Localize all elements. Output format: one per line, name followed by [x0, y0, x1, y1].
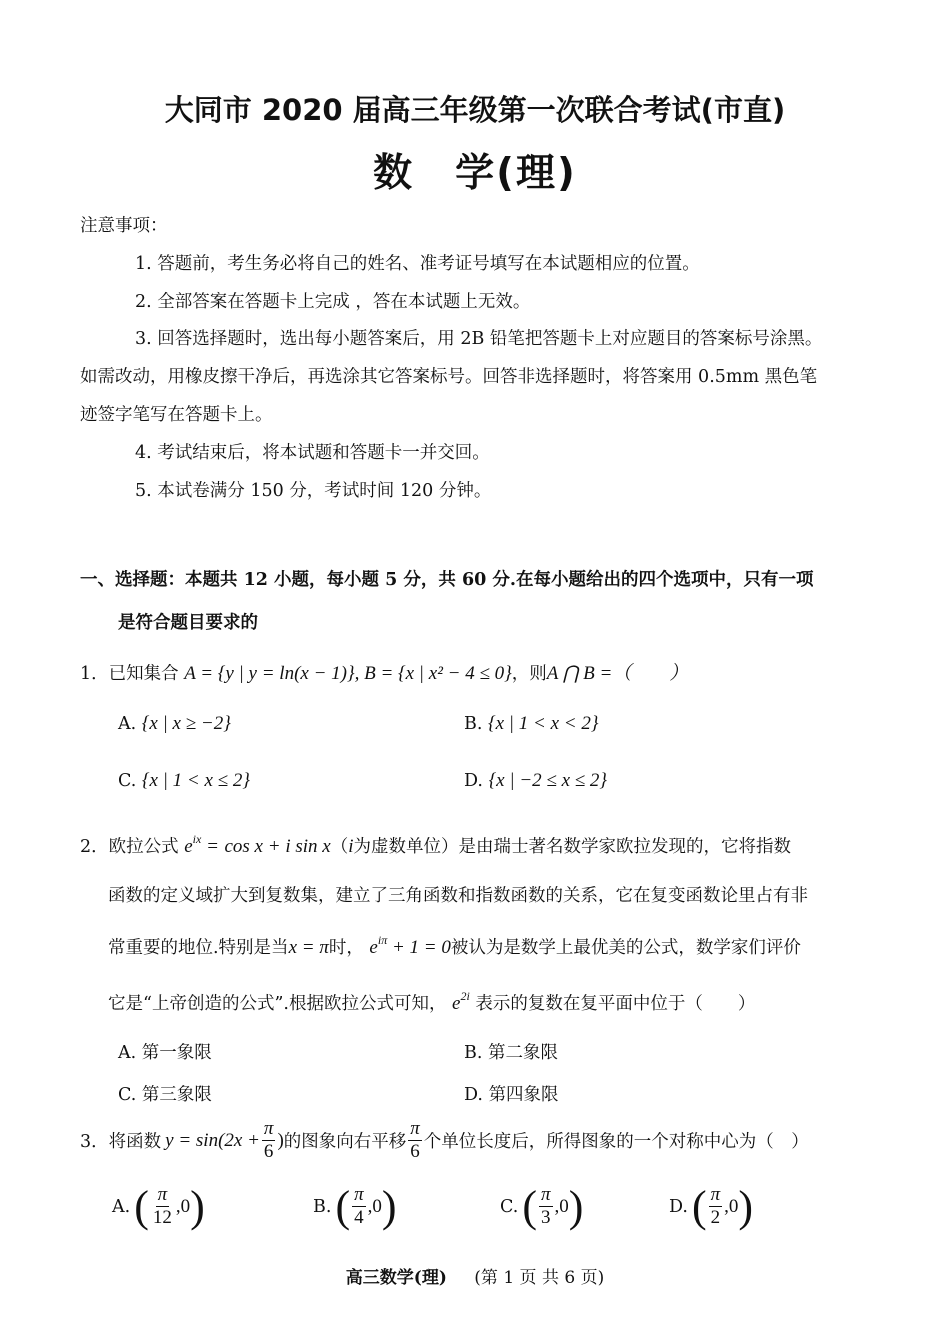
q2-option-d[interactable]: [464, 1081, 559, 1106]
exam-title: 大同市 2020 届高三年级第一次联合考试(市直): [164, 93, 786, 127]
option-label: C.: [118, 771, 137, 791]
q2-text: 表示的复数在复平面中位于（ ）: [475, 994, 756, 1014]
option-fraction: $\frac{\pi}{2}$: [710, 1184, 721, 1228]
option-formula: {x | 1 < x < 2}: [488, 713, 599, 734]
euler-formula: cos x + i sin x: [224, 836, 331, 857]
q2-option-a[interactable]: [118, 1039, 212, 1064]
question-number: 1．: [80, 664, 109, 684]
e-2i: $e^{2i}$: [452, 989, 470, 1014]
q2-text: 被认为是数学上最优美的公式，数学家们评价: [450, 938, 801, 958]
q2-text: （: [330, 837, 349, 857]
question-number: 3．: [80, 1132, 109, 1152]
question-3: 3． 将函数 y = sin(2x + $\frac{\pi}{6}$ ) 的图象向右平移 $\frac{\pi}{6}$ 个单位长度后，所得图象的一个对称中心为（ ）: [80, 1118, 809, 1162]
notice-item-4: 4. 考试结束后，将本试题和答题卡一并交回。: [135, 443, 490, 463]
question-2-line1: [80, 832, 791, 858]
option-text: 第一象限: [141, 1043, 212, 1063]
euler-exp: $e^{ix}$ =: [184, 832, 219, 857]
q1-sets-formula: A = {y | y = ln(x − 1)}, B = {x | x² − 4 ≤ 0}: [184, 663, 512, 684]
q1-ask: A ⋂ B =（ ）: [546, 663, 689, 684]
notice-item-5: 5. 本试卷满分 150 分，考试时间 120 分钟。: [135, 481, 492, 501]
question-2-line3: [108, 933, 801, 959]
q1-option-c[interactable]: [118, 770, 250, 792]
notice-item-2: 2. 全部答案在答题卡上完成 ，答在本试题上无效。: [135, 292, 531, 312]
imaginary-unit: i: [348, 836, 354, 857]
q2-text: 常重要的地位.特别是当: [108, 938, 289, 958]
euler-identity: $e^{i\pi} + 1 = 0$: [369, 933, 451, 958]
option-fraction: $\frac{\pi}{12}$: [152, 1184, 172, 1228]
option-text: 第四象限: [488, 1085, 559, 1105]
option-label: C.: [118, 1085, 137, 1105]
option-text: 第二象限: [488, 1043, 559, 1063]
option-text: 第三象限: [141, 1085, 212, 1105]
q1-option-a[interactable]: [118, 713, 231, 735]
notice-item-3-line2: 如需改动，用橡皮擦干净后，再选涂其它答案标号。回答非选择题时，将答案用 0.5mm 黑色笔: [80, 367, 818, 387]
option-label: B.: [464, 1043, 483, 1063]
footer-subject: 高三数学(理): [345, 1268, 447, 1288]
q3-text: 的图象向右平移: [283, 1132, 407, 1152]
notice-heading: 注意事项：: [80, 216, 168, 236]
option-formula: {x | x ≥ −2}: [141, 713, 231, 734]
option-formula: {x | −2 ≤ x ≤ 2}: [488, 770, 608, 791]
question-number: 2．: [80, 837, 109, 857]
q2-option-b[interactable]: [464, 1039, 558, 1064]
q1-option-b[interactable]: [464, 713, 598, 735]
q3-option-d[interactable]: D. ( $\frac{\pi}{2}$ ,0 ): [669, 1181, 754, 1231]
option-label: D.: [669, 1196, 688, 1217]
option-label: A.: [118, 1043, 137, 1063]
q1-suffix: ，则: [511, 664, 547, 684]
pi-over-6-fraction: $\frac{\pi}{6}$: [410, 1118, 420, 1162]
footer-page-number: (第 1 页 共 6 页): [474, 1268, 605, 1288]
option-label: C.: [500, 1196, 519, 1217]
q2-text: 它是“上帝创造的公式”.根据欧拉公式可知，: [108, 994, 447, 1014]
q1-option-d[interactable]: [464, 770, 607, 792]
q1-prefix: 已知集合: [108, 664, 179, 684]
option-fraction: $\frac{\pi}{4}$: [354, 1184, 364, 1228]
q3-text: 将函数: [108, 1132, 162, 1152]
option-label: D.: [464, 1085, 483, 1105]
q3-option-a[interactable]: A. ( $\frac{\pi}{12}$ ,0 ): [112, 1181, 205, 1231]
notice-item-3-line1: 3. 回答选择题时，选出每小题答案后，用 2B 铅笔把答题卡上对应题目的答案标号涂黑。: [135, 329, 823, 349]
page-footer: [0, 1263, 950, 1288]
section-1-heading-line2: 是符合题目要求的: [118, 613, 258, 633]
q3-text: 个单位长度后，所得图象的一个对称中心为（ ）: [423, 1132, 809, 1152]
q2-x-pi: x = π: [288, 937, 329, 958]
exam-subject: 数 学(理): [373, 151, 577, 196]
q2-text: 欧拉公式: [108, 837, 179, 857]
option-label: B.: [464, 714, 483, 734]
q2-text: 为虚数单位）是由瑞士著名数学家欧拉发现的，它将指数: [353, 837, 791, 857]
q2-text: 时，: [328, 938, 364, 958]
section-1-heading-line1: 一、选择题：本题共 12 小题，每小题 5 分，共 60 分.在每小题给出的四个选项中，只有一项: [80, 570, 814, 590]
notice-item-3-line3: 迹签字笔写在答题卡上。: [80, 405, 273, 425]
option-label: D.: [464, 771, 483, 791]
question-2-line4: [108, 989, 755, 1015]
q3-option-c[interactable]: C. ( $\frac{\pi}{3}$ ,0 ): [500, 1181, 584, 1231]
option-fraction: $\frac{\pi}{3}$: [541, 1184, 551, 1228]
pi-over-6-fraction: $\frac{\pi}{6}$: [263, 1118, 274, 1162]
q3-option-b[interactable]: B. ( $\frac{\pi}{4}$ ,0 ): [313, 1181, 397, 1231]
q3-function: y = sin(2x +: [165, 1129, 260, 1151]
q2-option-c[interactable]: [118, 1081, 212, 1106]
option-label: B.: [313, 1196, 332, 1217]
question-1: [80, 658, 688, 685]
notice-item-1: 1. 答题前，考生务必将自己的姓名、准考证号填写在本试题相应的位置。: [135, 254, 700, 274]
option-label: A.: [118, 714, 137, 734]
option-formula: {x | 1 < x ≤ 2}: [141, 770, 250, 791]
question-2-line2: 函数的定义域扩大到复数集，建立了三角函数和指数函数的关系，它在复变函数论里占有非: [108, 886, 808, 906]
option-label: A.: [112, 1196, 131, 1217]
